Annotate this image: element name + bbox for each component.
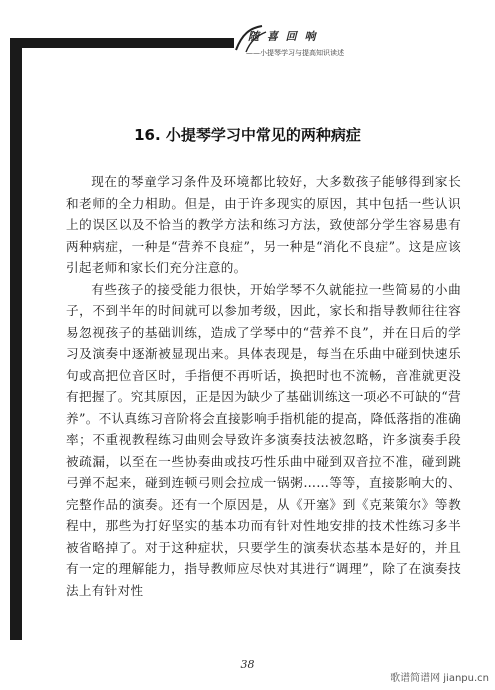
paragraph-2: 有些孩子的接受能力很快，开始学琴不久就能拉一些简易的小曲子，不到半年的时间就可以参加考级，因此，家长和指导教师往往容易忽视孩子的基础训练，造成了学琴中的“营养不良”，并在日后的学习及演奏中逐渐被显现出来。具体表现是，每当在乐曲中碰到快速乐句或高把位音区时，手指便不再听话，换把时也不流畅，音准就更没有把握了。究其原因，正是因为缺少了基础训练这一项必不可缺的“营养”。不认真练习音阶将会直接影响手指机能的提高，降低落指的准确率；不重视教程练习曲则会导致许多演奏技法被忽略，许多演奏手段被疏漏，以至在一些协奏曲或技巧性乐曲中碰到双音拉不准，碰到跳弓弹不起来，碰到连顿弓则会拉成一锅粥……等等，直接影响大的、完整作品的演奏。还有一个原因是，从《开塞》到《克莱策尔》等教程中，那些为打好坚实的基本功而有针对性地安排的技术性练习多半被省略掉了。对于这种症状，只要学生的演奏状态基本是好的，并且有一定的理解能力，指导教师应尽快对其进行“调理”，除了在演奏技法上有针对性 [66, 281, 461, 598]
frame-top-bar [10, 38, 234, 48]
running-header [248, 24, 448, 64]
paragraph-1: 现在的琴童学习条件及环境都比较好，大多数孩子能够得到家长和老师的全力相助。但是，由于许多现实的原因，其中包括一些认识上的误区以及不恰当的教学方法和练习方法，致使部分学生容易患有两种病症，一种是“营养不良症”，另一种是“消化不良症”。这是应该引起老师和家长们充分注意的。 [66, 174, 461, 275]
page-number: 38 [240, 658, 255, 671]
chapter-title: 16. 小提琴学习中常见的两种病症 [134, 126, 361, 144]
header-subtitle: ——小提琴学习与提高知识读述 [246, 49, 344, 57]
watermark-text: 歌谱简谱网 jianpu.cn [390, 673, 489, 684]
body-text [66, 171, 461, 601]
header-title: 随 喜 回 响 [248, 30, 318, 43]
